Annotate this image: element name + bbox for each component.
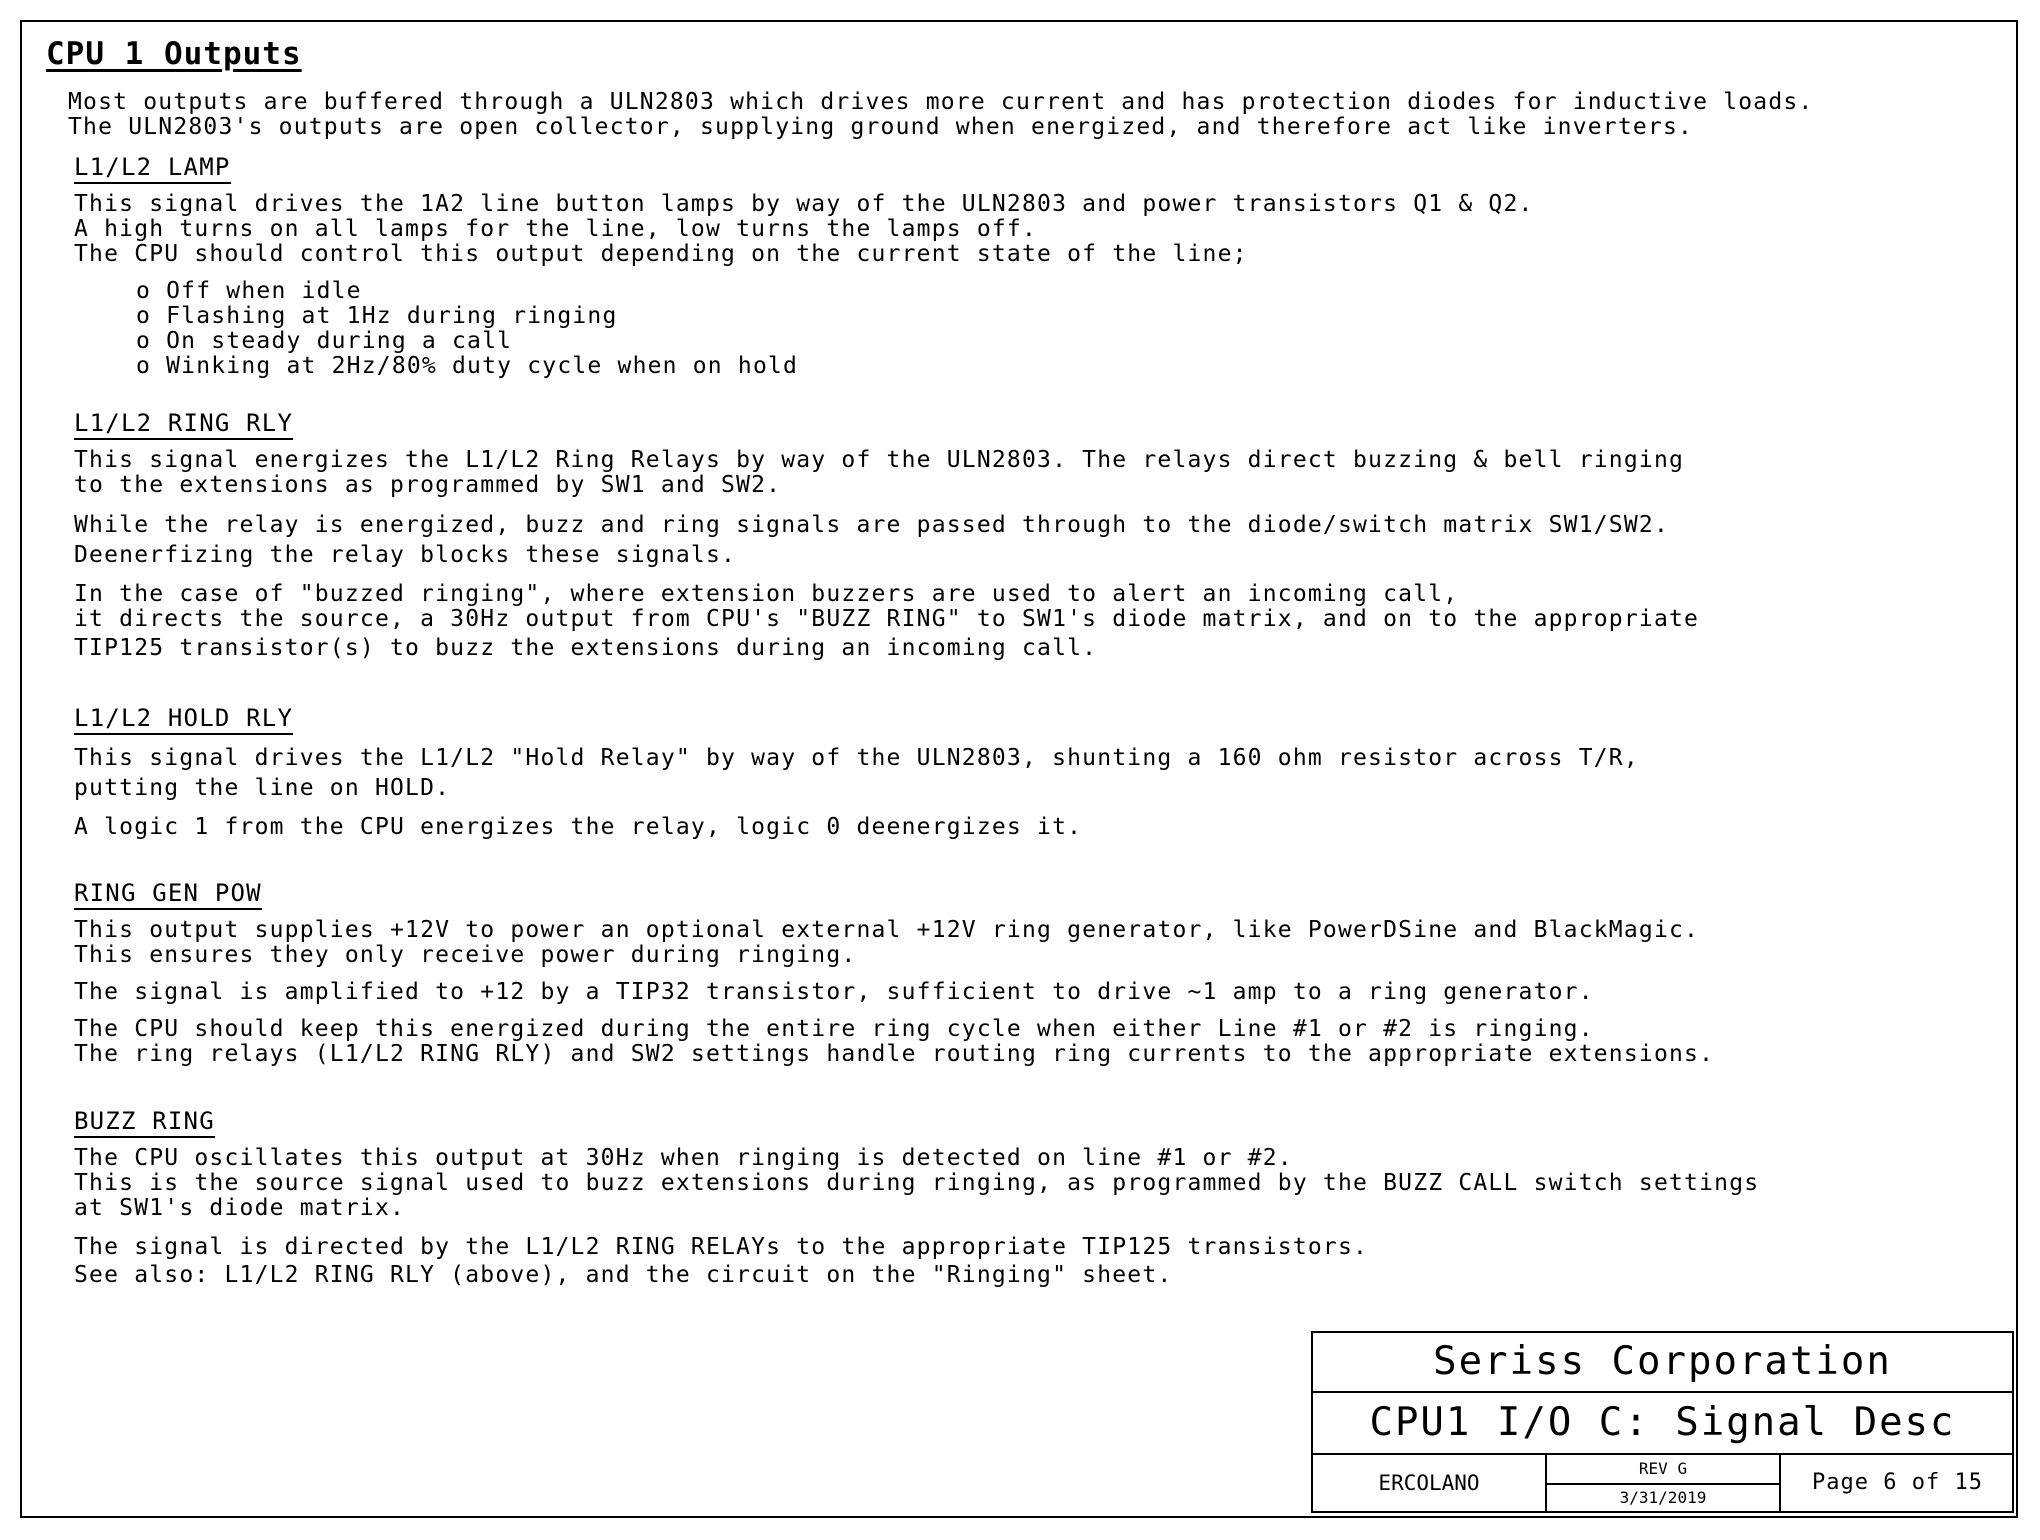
- text-line: This signal energizes the L1/L2 Ring Relays by way of the ULN2803. The relays direct buzzing & bell ringing: [74, 447, 1685, 473]
- text-line: While the relay is energized, buzz and ring signals are passed through to the diode/switch matrix SW1/SW2.: [74, 512, 1669, 538]
- list-item: o Flashing at 1Hz during ringing: [136, 304, 1534, 329]
- section-ring-gen-pow: [74, 878, 1714, 1079]
- revision-date: 3/31/2019: [1547, 1485, 1781, 1511]
- text-line: A high turns on all lamps for the line, low turns the lamps off.: [74, 216, 1038, 242]
- section-buzz-ring: [74, 1106, 1759, 1301]
- text-line: it directs the source, a 30Hz output from CPU's "BUZZ RING" to SW1's diode matrix, and on to the appropriate: [74, 606, 1700, 632]
- text-line: Deenerfizing the relay blocks these signals.: [74, 542, 737, 568]
- text-line: at SW1's diode matrix.: [74, 1195, 406, 1221]
- text-line: The signal is directed by the L1/L2 RING RELAYs to the appropriate TIP125 transistors.: [74, 1234, 1369, 1260]
- revision: REV G: [1547, 1455, 1781, 1485]
- text-line: This is the source signal used to buzz extensions during ringing, as programmed by the BUZZ CALL switch settings: [74, 1170, 1760, 1196]
- page-number: Page 6 of 15: [1812, 1470, 1983, 1495]
- intro-line: Most outputs are buffered through a ULN2803 which drives more current and has protection diodes for inductive loads.: [68, 89, 1814, 115]
- title-block: [1311, 1331, 2014, 1513]
- section-heading: L1/L2 HOLD RLY: [74, 703, 293, 735]
- paragraph: [74, 448, 1699, 498]
- text-line: In the case of "buzzed ringing", where extension buzzers are used to alert an incoming call,: [74, 581, 1459, 607]
- text-line: The CPU should keep this energized during the entire ring cycle when either Line #1 or #2 is ringing.: [74, 1016, 1594, 1042]
- section-lamp: [74, 152, 1534, 379]
- section-hold-rly: [74, 703, 1639, 852]
- section-heading: BUZZ RING: [74, 1106, 215, 1138]
- author: ERCOLANO: [1313, 1455, 1547, 1511]
- paragraph: [74, 510, 1699, 570]
- text-line: The signal is amplified to +12 by a TIP32 transistor, sufficient to drive ~1 amp to a ring generator.: [74, 979, 1594, 1005]
- section-heading: RING GEN POW: [74, 878, 262, 910]
- text-line: The ring relays (L1/L2 RING RLY) and SW2 settings handle routing ring currents to the appropriate extensions.: [74, 1041, 1715, 1067]
- section-heading: L1/L2 RING RLY: [74, 408, 293, 440]
- intro-text: [68, 90, 1813, 140]
- text-line: This signal drives the L1/L2 "Hold Relay" by way of the ULN2803, shunting a 160 ohm resistor across T/R,: [74, 745, 1639, 771]
- list-item: o On steady during a call: [136, 329, 1534, 354]
- text-line: This ensures they only receive power during ringing.: [74, 942, 857, 968]
- intro-line: The ULN2803's outputs are open collector, supplying ground when energized, and therefore act like inverters.: [68, 114, 1694, 140]
- text-line: to the extensions as programmed by SW1 and SW2.: [74, 472, 782, 498]
- text-line: putting the line on HOLD.: [74, 775, 451, 801]
- lamp-state-list: [136, 279, 1534, 379]
- text-line: The CPU should control this output depending on the current state of the line;: [74, 241, 1248, 267]
- text-line: This signal drives the 1A2 line button lamps by way of the ULN2803 and power transistors Q1 & Q2.: [74, 191, 1534, 217]
- paragraph: [74, 1233, 1759, 1289]
- paragraph: [74, 192, 1534, 267]
- list-item: o Winking at 2Hz/80% duty cycle when on hold: [136, 354, 1534, 379]
- paragraph: [74, 918, 1714, 968]
- paragraph: [74, 1017, 1714, 1067]
- paragraph: [74, 582, 1699, 664]
- section-heading: L1/L2 LAMP: [74, 152, 231, 184]
- company-name: Seriss Corporation: [1313, 1333, 2012, 1393]
- paragraph: [74, 743, 1639, 803]
- text-line: See also: L1/L2 RING RLY (above), and the circuit on the "Ringing" sheet.: [74, 1262, 1173, 1288]
- section-ring-rly: [74, 408, 1699, 676]
- paragraph: [74, 980, 1714, 1005]
- text-line: TIP125 transistor(s) to buzz the extensions during an incoming call.: [74, 635, 1098, 661]
- page-title: CPU 1 Outputs: [46, 36, 302, 72]
- paragraph: [74, 1146, 1759, 1221]
- text-line: The CPU oscillates this output at 30Hz when ringing is detected on line #1 or #2.: [74, 1145, 1293, 1171]
- paragraph: [74, 815, 1639, 840]
- sheet-title: CPU1 I/O C: Signal Desc: [1313, 1393, 2012, 1455]
- text-line: This output supplies +12V to power an optional external +12V ring generator, like PowerDSine and BlackMagic.: [74, 917, 1700, 943]
- text-line: A logic 1 from the CPU energizes the relay, logic 0 deenergizes it.: [74, 814, 1083, 840]
- list-item: o Off when idle: [136, 279, 1534, 304]
